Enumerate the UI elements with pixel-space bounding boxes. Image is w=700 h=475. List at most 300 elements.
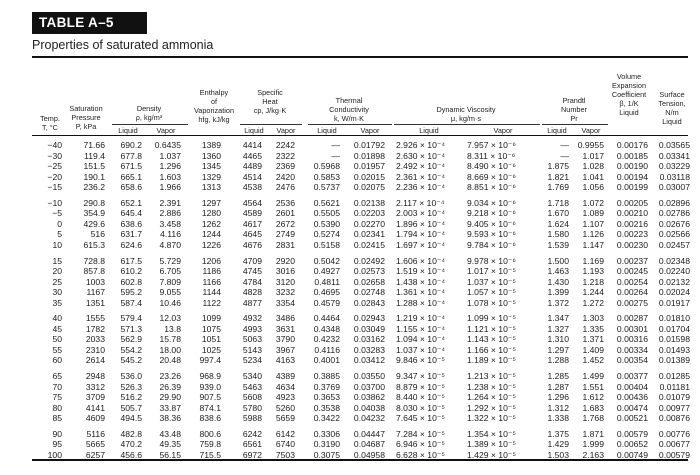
cell-hfg: 1075 (201, 323, 221, 334)
cell-kl: 0.5737 (313, 182, 340, 193)
header-pr-vapor: Vapor (581, 126, 601, 135)
cell-kl: 0.5853 (313, 171, 340, 182)
cell-cpv: 2601 (275, 208, 295, 219)
cell-T: 100 (47, 449, 62, 460)
cell-mul: 2.361 × 10⁻⁴ (396, 171, 446, 182)
cell-cpl: 6242 (242, 428, 262, 439)
cell-prl: 1.821 (547, 171, 569, 182)
header-pressure: Saturation Pressure P, kPa (69, 104, 103, 131)
cell-rl: 624.6 (120, 239, 142, 250)
cell-mul: 1.606 × 10⁻⁴ (396, 255, 446, 266)
cell-prl: 1.297 (547, 344, 569, 355)
cell-T: 90 (52, 428, 62, 439)
cell-kl: 0.4695 (313, 287, 340, 298)
cell-st: 0.03229 (658, 161, 690, 172)
table-caption: Properties of saturated ammonia (32, 38, 214, 52)
cell-rv: 3.458 (159, 218, 181, 229)
cell-rl: 645.4 (120, 208, 142, 219)
cell-rl: 536.0 (120, 371, 142, 381)
cell-P: 1167 (86, 287, 105, 298)
cell-cpv: 5659 (275, 413, 295, 424)
cell-kv: 0.02748 (353, 287, 385, 298)
cell-T: −5 (52, 208, 62, 219)
cell-kl: 0.5505 (313, 208, 340, 219)
cell-kl: 0.3538 (313, 402, 340, 413)
cell-prl: 1.429 (547, 439, 569, 450)
cell-cpl: 4414 (242, 140, 262, 150)
cell-mul: 8.440 × 10⁻⁵ (396, 392, 445, 403)
cell-hfg: 939.0 (199, 381, 221, 392)
cell-rv: 56.15 (159, 449, 181, 460)
cell-beta: 0.00245 (616, 266, 648, 277)
cell-hfg: 1122 (202, 297, 221, 308)
cell-hfg: 1244 (201, 229, 221, 240)
cell-rl: 658.6 (120, 182, 142, 193)
cell-prv: 1.272 (582, 297, 604, 308)
cell-hfg: 1166 (202, 276, 221, 287)
cell-hfg: 1186 (202, 266, 221, 277)
cell-mul: 1.794 × 10⁻⁴ (396, 229, 446, 240)
cell-kl: 0.3075 (313, 449, 340, 460)
header-surface-tension: Surface Tension, N/m Liquid (658, 90, 686, 126)
cell-cpv: 2536 (275, 197, 295, 208)
cell-prl: — (560, 140, 569, 150)
cell-muv: 1.037 × 10⁻⁵ (467, 276, 516, 287)
cell-prv: 1.107 (582, 218, 604, 229)
cell-st: 0.01285 (658, 371, 690, 381)
cell-P: 190.1 (83, 171, 105, 182)
cell-kl: — (331, 140, 340, 150)
cell-kv: 0.01792 (353, 140, 385, 150)
cell-rl: 545.2 (120, 355, 142, 366)
cell-T: 85 (52, 413, 62, 424)
cell-hfg: 1313 (201, 182, 221, 193)
cell-rv: 1.966 (159, 182, 181, 193)
cell-mul: 1.519 × 10⁻⁴ (396, 266, 446, 277)
cell-prv: 1.056 (582, 182, 604, 193)
cell-T: −40 (47, 140, 62, 150)
cell-mul: 9.846 × 10⁻⁵ (396, 355, 445, 366)
cell-P: 2948 (85, 371, 105, 381)
cell-prl: 1.503 (547, 449, 569, 460)
cell-cpv: 3354 (275, 297, 295, 308)
cell-T: 75 (52, 392, 62, 403)
cell-rl: 571.3 (120, 323, 142, 334)
cell-kl: 0.4348 (313, 323, 340, 334)
cell-P: 1351 (85, 297, 105, 308)
cell-cpl: 4784 (242, 276, 262, 287)
cell-st: 0.01389 (658, 355, 690, 366)
cell-kv: 0.01898 (353, 150, 385, 161)
cell-rl: 638.6 (120, 218, 142, 229)
cell-cpl: 4993 (242, 323, 262, 334)
cell-rl: 602.8 (120, 276, 142, 287)
cell-mul: 2.630 × 10⁻⁴ (396, 150, 446, 161)
cell-beta: 0.00354 (616, 355, 648, 366)
cell-prv: 0.9955 (577, 140, 604, 150)
cell-st: 0.00776 (658, 428, 690, 439)
cell-st: 0.02566 (658, 229, 690, 240)
cell-prv: 1.041 (582, 171, 604, 182)
cell-rl: 595.2 (120, 287, 142, 298)
cell-rl: 526.3 (120, 381, 142, 392)
cell-beta: 0.00230 (616, 239, 648, 250)
cell-cpv: 5260 (275, 402, 295, 413)
cell-P: 354.9 (83, 208, 105, 219)
cell-prv: 1.452 (582, 355, 604, 366)
cell-prl: 1.539 (547, 239, 569, 250)
cell-st: 0.02896 (658, 197, 690, 208)
cell-rv: 5.729 (159, 255, 181, 266)
cell-st: 0.02457 (658, 239, 690, 250)
cell-mul: 1.361 × 10⁻⁴ (396, 287, 446, 298)
cell-rv: 6.705 (159, 266, 181, 277)
cell-cpl: 4932 (242, 313, 262, 324)
top-rule (32, 56, 688, 58)
cell-beta: 0.00275 (616, 297, 648, 308)
cell-P: 3709 (85, 392, 105, 403)
cell-T: 25 (52, 276, 62, 287)
cell-prl: 1.285 (547, 371, 569, 381)
cell-prv: 1.999 (582, 439, 604, 450)
cell-T: 80 (52, 402, 62, 413)
cell-beta: 0.00216 (616, 218, 648, 229)
cell-kv: 0.03049 (353, 323, 385, 334)
cell-cpl: 4676 (242, 239, 262, 250)
cell-prv: 1.072 (582, 197, 604, 208)
cell-muv: 9.784 × 10⁻⁶ (467, 239, 516, 250)
cell-kv: 0.02138 (353, 197, 385, 208)
cell-st: 0.01181 (659, 381, 690, 392)
cell-kl: — (331, 150, 340, 161)
cell-kl: 0.3653 (313, 392, 340, 403)
cell-cpl: 4514 (242, 171, 262, 182)
cell-kv: 0.02658 (353, 276, 385, 287)
cell-rv: 1.296 (159, 161, 181, 172)
cell-hfg: 1389 (201, 140, 221, 150)
cell-beta: 0.00199 (616, 182, 648, 193)
cell-kv: 0.02015 (353, 171, 385, 182)
cell-cpv: 2420 (275, 171, 295, 182)
cell-kv: 0.02270 (353, 218, 385, 229)
cell-P: 6257 (85, 449, 105, 460)
cell-cpv: 2920 (275, 255, 295, 266)
header-density: Density ρ, kg/m³ (135, 104, 163, 122)
cell-hfg: 907.5 (199, 392, 221, 403)
cell-rl: 665.1 (120, 171, 142, 182)
cell-mul: 9.347 × 10⁻⁵ (396, 371, 445, 381)
cell-kv: 0.02341 (353, 229, 385, 240)
cell-cpv: 3486 (275, 313, 295, 324)
cell-hfg: 874.1 (199, 402, 221, 413)
cell-st: 0.00876 (658, 413, 690, 424)
cell-beta: 0.00205 (616, 197, 648, 208)
cell-P: 1782 (85, 323, 105, 334)
cell-P: 236.2 (83, 182, 105, 193)
cell-T: −20 (47, 171, 62, 182)
cell-cpv: 4163 (275, 355, 295, 366)
cell-hfg: 1262 (201, 218, 221, 229)
cell-muv: 9.593 × 10⁻⁶ (467, 229, 516, 240)
cell-kl: 0.3190 (313, 439, 340, 450)
cell-T: −25 (47, 161, 62, 172)
cell-T: −10 (47, 197, 62, 208)
cell-rl: 482.8 (120, 428, 142, 439)
cell-muv: 1.017 × 10⁻⁵ (467, 266, 516, 277)
cell-muv: 7.957 × 10⁻⁶ (467, 140, 516, 150)
cell-cpl: 4465 (242, 150, 262, 161)
cell-kl: 0.5274 (313, 229, 340, 240)
header-mu-liquid: Liquid (419, 126, 439, 135)
header-density-vapor: Vapor (156, 126, 176, 135)
cell-rv: 2.886 (159, 208, 181, 219)
cell-rl: 470.2 (120, 439, 142, 450)
header-density-liquid: Liquid (118, 126, 138, 135)
cell-kv: 0.03862 (353, 392, 385, 403)
cell-prl: 1.372 (547, 297, 569, 308)
cell-cpv: 6740 (275, 439, 295, 450)
cell-rv: 29.90 (159, 392, 181, 403)
cell-hfg: 997.4 (199, 355, 221, 366)
cell-rv: 13.8 (164, 323, 181, 334)
cell-prv: 1.612 (582, 392, 604, 403)
cell-hfg: 759.8 (199, 439, 221, 450)
cell-cpv: 3016 (275, 266, 295, 277)
cell-kl: 0.5042 (313, 255, 340, 266)
cell-mul: 2.926 × 10⁻⁴ (396, 140, 446, 150)
cell-hfg: 1329 (201, 171, 221, 182)
cell-T: 5 (57, 229, 62, 240)
cell-prl: 1.500 (547, 255, 569, 266)
cell-kl: 0.4464 (313, 313, 340, 324)
cell-kl: 0.3885 (313, 371, 340, 381)
cell-st: 0.02240 (658, 266, 690, 277)
cell-kl: 0.4001 (313, 355, 340, 366)
cell-cpl: 5988 (242, 413, 262, 424)
cell-rl: 494.5 (120, 413, 142, 424)
cell-kv: 0.02943 (353, 313, 385, 324)
cell-T: 15 (52, 255, 62, 266)
cell-muv: 1.238 × 10⁻⁵ (467, 381, 516, 392)
cell-prv: 1.218 (582, 276, 604, 287)
cell-muv: 1.213 × 10⁻⁵ (467, 371, 516, 381)
cell-muv: 9.405 × 10⁻⁶ (467, 218, 516, 229)
cell-cpv: 3967 (275, 344, 295, 355)
cell-kv: 0.04038 (353, 402, 385, 413)
cell-cpv: 2476 (275, 182, 295, 193)
cell-T: 35 (52, 297, 62, 308)
cell-prl: 1.463 (547, 266, 569, 277)
cell-muv: 1.389 × 10⁻⁵ (467, 439, 516, 450)
cell-beta: 0.00652 (616, 439, 648, 450)
cell-prl: 1.375 (547, 428, 569, 439)
cell-prl: 1.327 (547, 323, 569, 334)
cell-beta: 0.00223 (616, 229, 648, 240)
cell-kv: 0.04958 (353, 449, 385, 460)
cell-prv: 1.499 (582, 371, 604, 381)
cell-cpv: 3790 (275, 334, 295, 345)
cell-muv: 9.034 × 10⁻⁶ (467, 197, 516, 208)
cell-T: 65 (52, 371, 62, 381)
cell-beta: 0.00287 (616, 313, 648, 324)
cell-rl: 690.2 (120, 140, 142, 150)
cell-st: 0.00977 (658, 402, 690, 413)
cell-cpl: 4745 (242, 266, 262, 277)
cell-cpl: 4828 (242, 287, 262, 298)
cell-P: 429.6 (83, 218, 105, 229)
cell-P: 4609 (85, 413, 105, 424)
cell-muv: 1.322 × 10⁻⁵ (467, 413, 516, 424)
cell-prv: 1.147 (582, 239, 604, 250)
cell-kl: 0.5390 (313, 218, 340, 229)
cell-T: 30 (52, 287, 62, 298)
cell-T: 40 (52, 313, 62, 324)
cell-cpl: 5780 (242, 402, 262, 413)
cell-st: 0.00677 (658, 439, 690, 450)
cell-rv: 49.35 (159, 439, 181, 450)
cell-kv: 0.03700 (353, 381, 385, 392)
cell-kv: 0.02573 (353, 266, 385, 277)
cell-cpv: 3120 (275, 276, 295, 287)
cell-rl: 671.5 (120, 161, 142, 172)
cell-muv: 1.057 × 10⁻⁵ (467, 287, 516, 298)
table-title: TABLE A–5 (32, 12, 147, 34)
cell-st: 0.01704 (658, 323, 690, 334)
cell-prv: 1.409 (582, 344, 604, 355)
cell-rv: 1.037 (159, 150, 181, 161)
cell-st: 0.02676 (658, 218, 690, 229)
cell-prl: 1.624 (547, 218, 569, 229)
cell-mul: 7.645 × 10⁻⁵ (396, 413, 445, 424)
cell-cpl: 6561 (242, 439, 262, 450)
thermal-conductivity-underline (308, 124, 392, 125)
cell-rl: 587.4 (120, 297, 142, 308)
cell-muv: 8.669 × 10⁻⁶ (467, 171, 516, 182)
cell-kv: 0.02415 (353, 239, 385, 250)
cell-kl: 0.5158 (313, 239, 340, 250)
cell-kl: 0.4116 (314, 344, 340, 355)
cell-muv: 1.189 × 10⁻⁵ (467, 355, 516, 366)
cell-rl: 652.1 (120, 197, 142, 208)
cell-prl: 1.310 (547, 334, 569, 345)
cell-rl: 554.2 (120, 344, 142, 355)
cell-beta: 0.00377 (616, 371, 648, 381)
cell-muv: 1.078 × 10⁻⁵ (467, 297, 516, 308)
cell-rv: 43.48 (159, 428, 181, 439)
cell-cpv: 2242 (275, 140, 295, 150)
cell-prv: 1.683 (582, 402, 604, 413)
cell-hfg: 1051 (201, 334, 221, 345)
cell-cpv: 4634 (275, 381, 295, 392)
cell-mul: 1.037 × 10⁻⁴ (396, 344, 446, 355)
cell-cpv: 7503 (275, 449, 295, 460)
cell-cpl: 4877 (242, 297, 262, 308)
cell-muv: 8.311 × 10⁻⁶ (467, 150, 516, 161)
cell-prl: 1.288 (547, 355, 569, 366)
cell-hfg: 838.6 (199, 413, 221, 424)
cell-st: 0.00579 (658, 449, 690, 460)
cell-hfg: 1099 (201, 313, 221, 324)
cell-prv: 1.017 (582, 150, 604, 161)
cell-rv: 1.603 (159, 171, 181, 182)
cell-beta: 0.00237 (616, 255, 648, 266)
cell-cpl: 4617 (242, 218, 262, 229)
cell-kl: 0.4232 (313, 334, 340, 345)
cell-cpv: 4923 (275, 392, 295, 403)
cell-P: 119.4 (84, 150, 105, 161)
cell-hfg: 800.6 (199, 428, 221, 439)
header-k-vapor: Vapor (360, 126, 380, 135)
cell-prv: 1.551 (582, 381, 604, 392)
cell-rv: 4.870 (159, 239, 181, 250)
cell-rv: 9.055 (159, 287, 181, 298)
cell-mul: 7.284 × 10⁻⁵ (396, 428, 445, 439)
cell-kv: 0.04232 (353, 413, 385, 424)
header-mu-vapor: Vapor (493, 126, 513, 135)
cell-mul: 8.030 × 10⁻⁵ (396, 402, 445, 413)
cell-prl: 1.430 (547, 276, 569, 287)
cell-prv: 1.193 (582, 266, 604, 277)
cell-mul: 1.219 × 10⁻⁴ (396, 313, 446, 324)
cell-rv: 23.26 (159, 371, 181, 381)
cell-st: 0.01598 (658, 334, 690, 345)
cell-beta: 0.00301 (616, 323, 648, 334)
cell-mul: 1.438 × 10⁻⁴ (396, 276, 446, 287)
cell-beta: 0.00404 (616, 381, 648, 392)
cell-cpv: 2369 (275, 161, 295, 172)
cell-cpv: 2322 (275, 150, 295, 161)
cell-hfg: 1280 (201, 208, 221, 219)
cell-beta: 0.00316 (616, 334, 648, 345)
cell-hfg: 1360 (201, 150, 221, 161)
cell-cpl: 5143 (242, 344, 262, 355)
header-rule (32, 135, 688, 136)
cell-mul: 6.628 × 10⁻⁵ (396, 449, 445, 460)
viscosity-underline (394, 124, 540, 125)
cell-prv: 1.303 (582, 313, 604, 324)
cell-beta: 0.00176 (616, 140, 648, 150)
cell-prv: 1.335 (582, 323, 604, 334)
cell-cpl: 4538 (242, 182, 262, 193)
cell-rv: 15.78 (159, 334, 181, 345)
cell-kv: 0.02075 (353, 182, 385, 193)
cell-prv: 1.089 (582, 208, 604, 219)
cell-T: 45 (52, 323, 62, 334)
cell-kl: 0.4811 (314, 276, 340, 287)
cell-P: 5116 (86, 428, 105, 439)
cell-prl: 1.338 (547, 413, 569, 424)
cell-cpl: 4709 (242, 255, 262, 266)
cell-mul: 1.896 × 10⁻⁴ (396, 218, 446, 229)
cell-st: 0.02786 (658, 208, 690, 219)
cell-prv: 1.371 (582, 334, 604, 345)
cell-mul: 1.288 × 10⁻⁴ (396, 297, 446, 308)
density-underline (112, 124, 188, 125)
cell-prl: 1.347 (547, 313, 569, 324)
cell-prv: 1.028 (582, 161, 604, 172)
cell-muv: 8.490 × 10⁻⁶ (467, 161, 516, 172)
cell-beta: 0.00194 (616, 171, 648, 182)
cell-mul: 2.117 × 10⁻⁴ (396, 197, 445, 208)
cell-rl: 617.5 (120, 255, 142, 266)
cell-prl: 1.875 (547, 161, 569, 172)
cell-hfg: 1226 (201, 239, 221, 250)
cell-kv: 0.02492 (353, 255, 385, 266)
cell-mul: 8.879 × 10⁻⁵ (396, 381, 445, 392)
cell-kl: 0.3306 (313, 428, 340, 439)
cell-kl: 0.5968 (313, 161, 340, 172)
cell-cpv: 2831 (275, 239, 295, 250)
